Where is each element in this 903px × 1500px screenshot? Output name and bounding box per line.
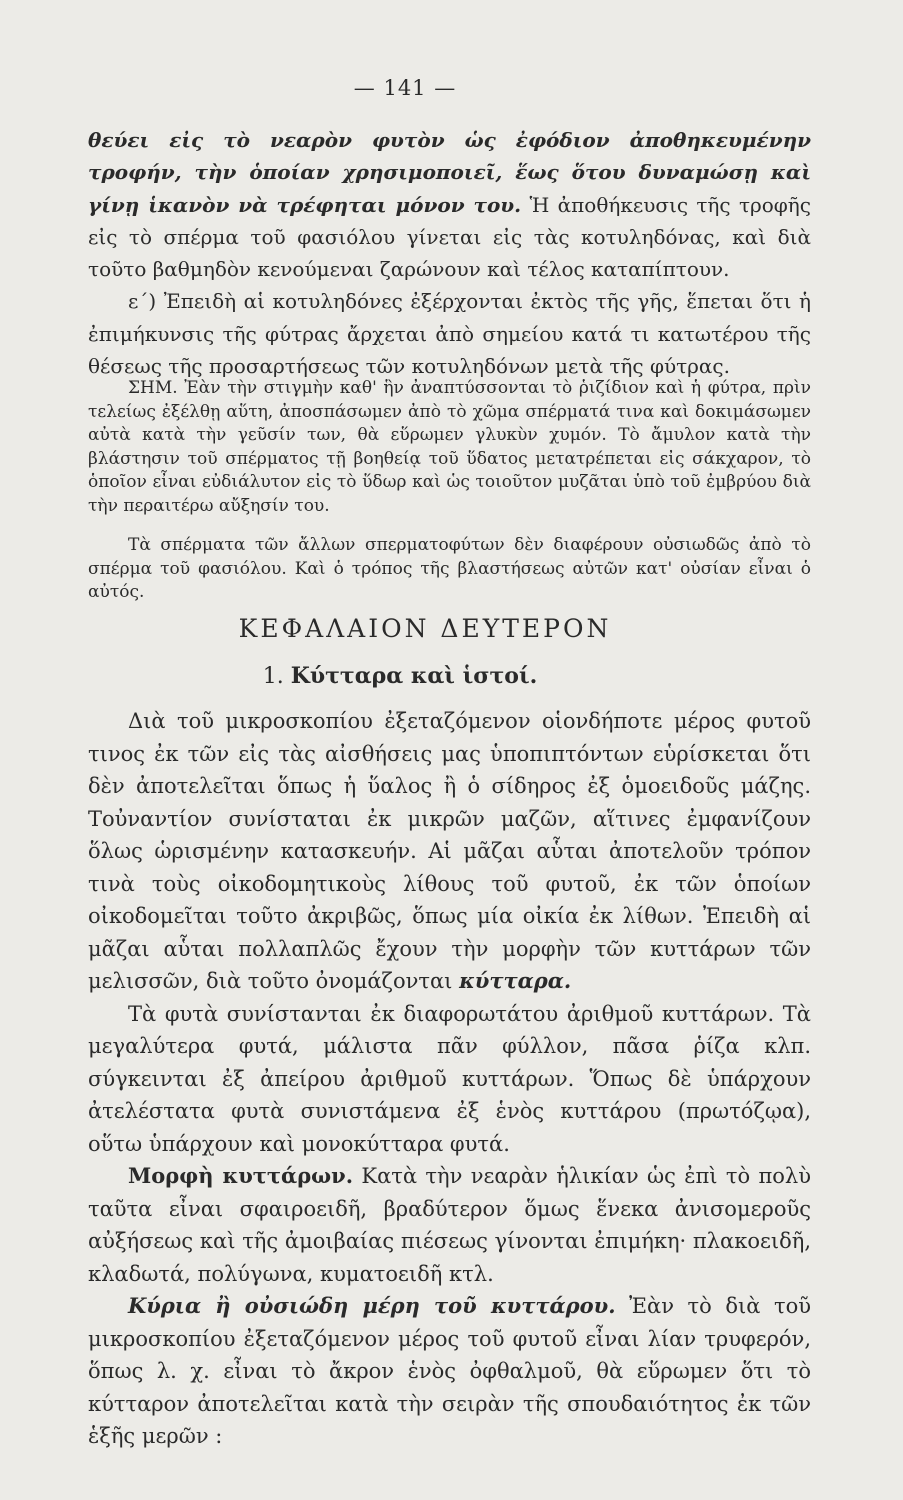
main-body xyxy=(88,705,811,1453)
note-block-2 xyxy=(88,534,811,605)
top-paragraph-rest: Ἡ ἀποθήκευσις τῆς τροφῆς εἰς τὸ σπέρμα τοῦ φασιόλου γίνεται εἰς τὰς κοτυληδόνας, καὶ διὰ τοῦτο βαθμηδὸν κενούμεναι ζαρώνουν καὶ τέλος καταπίπτουν. xyxy=(88,192,811,282)
body-paragraph-2: Τὰ φυτὰ συνίστανται ἐκ διαφορωτάτου ἀριθμοῦ κυττάρων. Τὰ μεγαλύτερα φυτά, μάλιστα πᾶν φύλλον, πᾶσα ῥίζα κλπ. σύγκεινται ἐξ ἀπείρου ἀριθμοῦ κυττάρων. Ὅπως δὲ ὑπάρχουν ἀτελέστατα φυτὰ συνιστάμενα ἐξ ἑνὸς κυττάρου (πρωτόζῳα), οὕτω ὑπάρχουν καὶ μονοκύτταρα φυτά. xyxy=(88,1001,811,1156)
note-paragraph-2: Τὰ σπέρματα τῶν ἄλλων σπερματοφύτων δὲν διαφέρουν οὐσιωδῶς ἀπὸ τὸ σπέρμα τοῦ φασιόλου. Καὶ ὁ τρόπος τῆς βλαστήσεως αὐτῶν κατ' οὐσίαν εἶναι ὁ αὐτός. xyxy=(88,535,811,603)
body-paragraph-1-text: Διὰ τοῦ μικροσκοπίου ἐξεταζόμενον οἱονδήποτε μέρος φυτοῦ τινος ἐκ τῶν εἰς τὰς αἰσθήσεις μας ὑποπιπτόντων εὑρίσκεται ὅτι δὲν ἀποτελεῖται ὅπως ἡ ὕαλος ἢ ὁ σίδηρος ἐξ ὁμοειδοῦς μάζης. Τοὐναντίον συνίσταται ἐκ μικρῶν μαζῶν, αἵτινες ἐμφανίζουν ὅλως ὡρισμένην κατασκευήν. Αἱ μᾶζαι αὗται ἀποτελοῦν τρόπον τινὰ τοὺς οἰκοδομητικοὺς λίθους τοῦ φυτοῦ, ἐκ τῶν ὁποίων οἰκοδομεῖται τοῦτο ἀκριβῶς, ὅπως μία οἰκία ἐκ λίθων. Ἐπειδὴ αἱ μᾶζαι αὗται πολλαπλῶς ἔχουν τὴν μορφὴν τῶν κυττάρων τῶν μελισσῶν, διὰ τοῦτο ὀνομάζονται xyxy=(88,709,811,993)
top-paragraph-italic: θεύει εἰς τὸ νεαρὸν φυτὸν ὡς ἐφόδιον ἀποθηκευμένην τροφήν, τὴν ὁποίαν χρησιμοποιεῖ, ἕως ὅτου δυναμώσῃ καὶ γίνῃ ἱκανὸν νὰ τρέφηται μόνον του. xyxy=(88,128,811,217)
section-heading xyxy=(0,663,800,689)
heading-kyria-meri: Κύρια ἢ οὐσιώδη μέρη τοῦ κυττάρου. xyxy=(128,1293,616,1318)
paragraph-e: ε΄) Ἐπειδὴ αἱ κοτυληδόνες ἐξέρχονται ἐκτὸς τῆς γῆς, ἕπεται ὅτι ἡ ἐπιμήκυνσις τῆς φύτρας ἄρχεται ἀπὸ σημείου κατά τι κατωτέρου τῆς θέσεως τῆς προσαρτήσεως τῶν κοτυληδόνων μετὰ τῆς φύτρας. xyxy=(88,289,811,379)
page-number: — 141 — xyxy=(353,76,457,100)
chapter-title: ΚΕΦΑΛΑΙΟΝ ΔΕΥΤΕΡΟΝ xyxy=(238,614,612,643)
body-paragraph-3 xyxy=(88,1160,811,1290)
section-number: 1. xyxy=(262,664,284,689)
top-paragraph xyxy=(88,124,811,285)
body-paragraph-1 xyxy=(88,705,811,998)
body-paragraph-3-text: Κατὰ τὴν νεαρὰν ἡλικίαν ὡς ἐπὶ τὸ πολὺ ταῦτα εἶναι σφαιροειδῆ, βραδύτερον ὅμως ἕνεκα ἀνισομεροῦς αὐξήσεως καὶ τῆς ἀμοιβαίας πιέσεως γίνονται ἐπιμήκη· πλακοειδῆ, κλαδωτά, πολύγωνα, κυματοειδῆ κτλ. xyxy=(88,1164,811,1286)
note-block xyxy=(88,377,811,519)
upper-text-block xyxy=(88,124,811,382)
body-paragraph-4 xyxy=(88,1290,811,1453)
section-title: Κύτταρα καὶ ἱστοί. xyxy=(290,663,538,689)
body-paragraph-4-text: Ἐὰν τὸ διὰ τοῦ μικροσκοπίου ἐξεταζόμενον μέρος τοῦ φυτοῦ εἶναι λίαν τρυφερόν, ὅπως λ. χ. εἶναι τὸ ἄκρον ἑνὸς ὀφθαλμοῦ, θὰ εὕρωμεν ὅτι τὸ κύτταρον ἀποτελεῖται κατὰ τὴν σειρὰν τῆς σπουδαιότητος ἐκ τῶν ἑξῆς μερῶν : xyxy=(88,1294,811,1448)
term-kyttara: κύτταρα. xyxy=(459,968,572,993)
heading-morphi-kyttaron: Μορφὴ κυττάρων. xyxy=(128,1163,354,1188)
note-paragraph: ΣΗΜ. Ἐὰν τὴν στιγμὴν καθ' ἣν ἀναπτύσσονται τὸ ῥιζίδιον καὶ ἡ φύτρα, πρὶν τελείως ἐξέλθῃ αὕτη, ἀποσπάσωμεν ἀπὸ τὸ χῶμα σπέρματά τινα καὶ δοκιμάσωμεν αὐτὰ κατὰ τὴν γεῦσίν των, θὰ εὕρωμεν γλυκὺν χυμόν. Τὸ ἄμυλον κατὰ τὴν βλάστησιν τοῦ σπέρματος τῇ βοηθείᾳ τοῦ ὕδατος μετατρέπεται εἰς σάκχαρον, τὸ ὁποῖον εἶναι εὐδιάλυτον εἰς τὸ ὕδωρ καὶ ὡς τοιοῦτον μυζᾶται ὑπὸ τοῦ ἐμβρύου διὰ τὴν περαιτέρω αὔξησίν του. xyxy=(88,378,811,516)
